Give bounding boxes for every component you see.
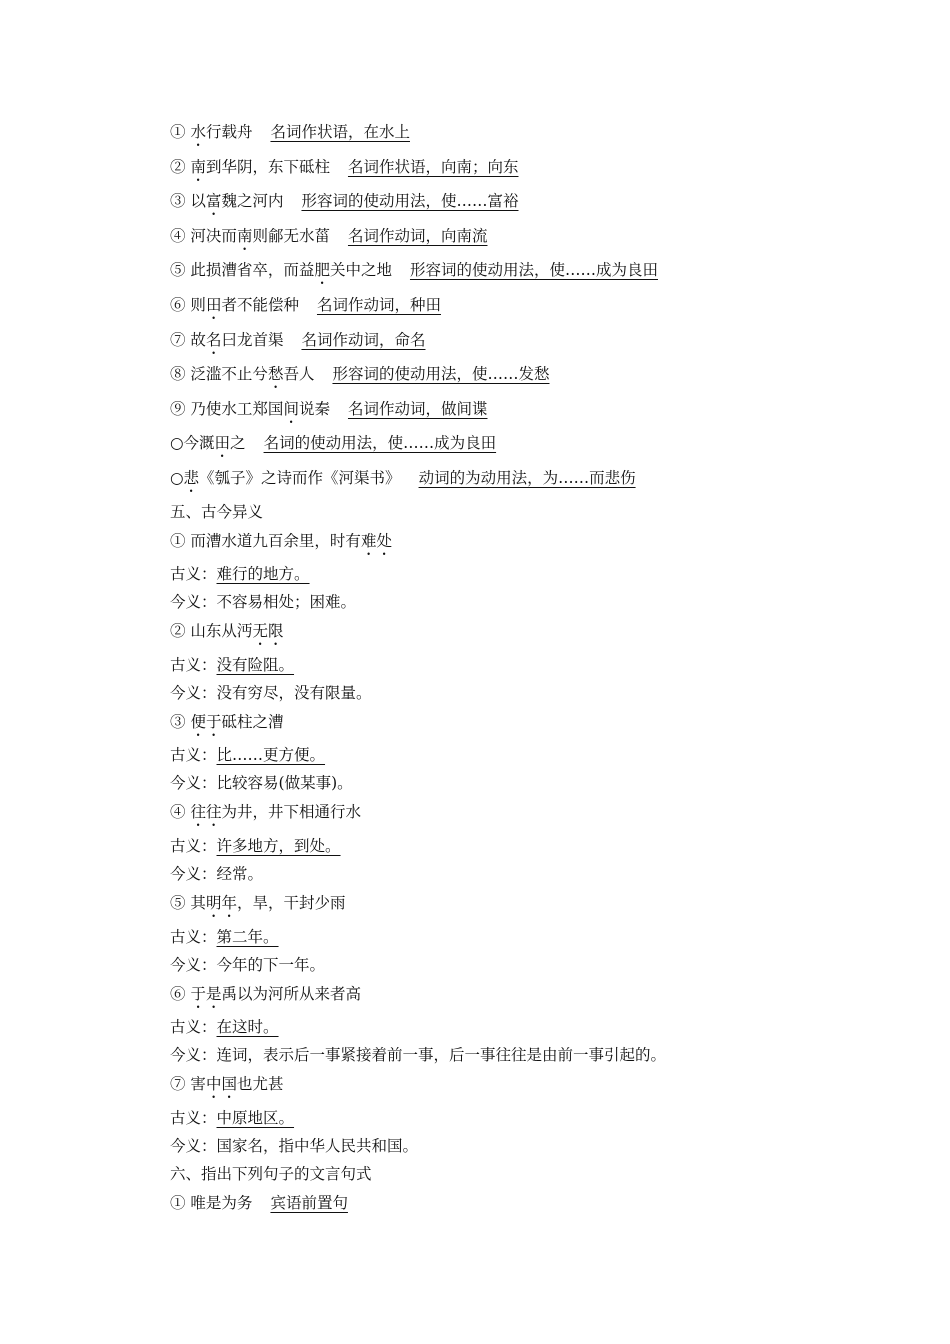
answer: 名词的使动用法，使……成为良田 (263, 434, 497, 453)
answer: 动词的为动用法，为……而悲伤 (418, 468, 636, 487)
s4-item-11: ○悲《瓠子》之诗而作《河渠书》 动词的为动用法，为……而悲伤 (170, 468, 636, 487)
s5-item-4-ancient: 古义：许多地方，到处。 (170, 836, 341, 855)
s5-item-1-sentence: ① 而漕水道九百余里，时有难处 (170, 531, 392, 550)
s5-item-7-sentence: ⑦ 害中国也尤甚 (170, 1075, 284, 1094)
s4-item-9: ⑨ 乃使水工郑国间说秦 名词作动词，做间谍 (170, 399, 488, 418)
s4-item-8: ⑧ 泛滥不止兮愁吾人 形容词的使动用法，使……发愁 (170, 365, 550, 384)
s5-item-7-ancient: 古义：中原地区。 (170, 1108, 295, 1127)
s5-item-6-sentence: ⑥ 于是禹以为河所从来者高 (170, 984, 361, 1003)
s4-item-6: ⑥ 则田者不能偿种 名词作动词，种田 (170, 295, 441, 314)
s4-item-5: ⑤ 此损漕省卒，而益肥关中之地 形容词的使动用法，使……成为良田 (170, 261, 658, 280)
s6-item-1: ① 唯是为务 宾语前置句 (170, 1193, 348, 1212)
s5-item-1-modern: 今义：不容易相处；困难。 (170, 593, 357, 612)
s5-item-4-modern: 今义：经常。 (170, 864, 264, 883)
answer: 宾语前置句 (270, 1193, 348, 1212)
answer: 名词作动词，做间谍 (347, 399, 488, 418)
s5-item-6-ancient: 古义：在这时。 (170, 1018, 279, 1037)
s5-item-5-ancient: 古义：第二年。 (170, 927, 279, 946)
answer: 名词作状语，向南；向东 (347, 157, 519, 176)
s5-item-6-modern: 今义：连词，表示后一事紧接着前一事，后一事往往是由前一事引起的。 (170, 1046, 667, 1065)
s5-item-2-modern: 今义：没有穷尽，没有限量。 (170, 683, 372, 702)
answer: 形容词的使动用法，使……成为良田 (409, 261, 658, 280)
s5-item-3-ancient: 古义：比……更方便。 (170, 746, 326, 765)
s5-item-3-sentence: ③ 便于砥柱之漕 (170, 712, 284, 731)
s4-item-3: ③ 以富魏之河内 形容词的使动用法，使……富裕 (170, 192, 519, 211)
section-heading-5: 五、古今异义 (170, 502, 264, 521)
s5-item-1-ancient: 古义：难行的地方。 (170, 565, 310, 584)
s4-item-10: ○今溉田之 名词的使动用法，使……成为良田 (170, 434, 497, 453)
s4-item-2: ② 南到华阴，东下砥柱 名词作状语，向南；向东 (170, 157, 519, 176)
s5-item-5-sentence: ⑤ 其明年，旱，干封少雨 (170, 893, 346, 912)
answer: 名词作状语，在水上 (270, 123, 410, 141)
s4-item-4: ④ 河决而南则鄃无水菑 名词作动词，向南流 (170, 226, 488, 245)
s5-item-3-modern: 今义：比较容易(做某事)。 (170, 774, 353, 793)
answer: 名词作动词，向南流 (347, 226, 488, 245)
s4-item-1: ① 水行载舟 名词作状语，在水上 (170, 123, 410, 141)
answer: 名词作动词，种田 (316, 295, 441, 314)
s4-item-7: ⑦ 故名曰龙首渠 名词作动词，命名 (170, 330, 426, 349)
s5-item-2-sentence: ② 山东从沔无限 (170, 622, 284, 641)
s5-item-5-modern: 今义：今年的下一年。 (170, 955, 326, 974)
s5-item-2-ancient: 古义：没有险阻。 (170, 655, 295, 674)
section-heading-6: 六、指出下列句子的文言句式 (170, 1164, 372, 1183)
answer: 形容词的使动用法，使……发愁 (332, 365, 550, 384)
s5-item-4-sentence: ④ 往往为井，井下相通行水 (170, 803, 361, 822)
s5-item-7-modern: 今义：国家名，指中华人民共和国。 (170, 1136, 419, 1155)
document-page (170, 118, 910, 1223)
answer: 形容词的使动用法，使……富裕 (301, 192, 519, 211)
answer: 名词作动词，命名 (301, 330, 426, 349)
